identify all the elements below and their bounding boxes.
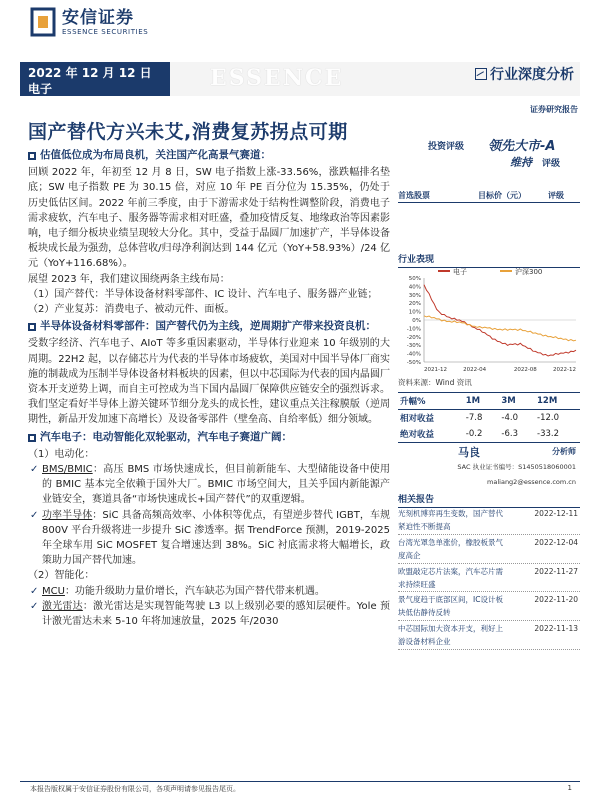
bullet-text: ：SiC 具备高频高效率、小体积等优点，有望逆步替代 IGBT，车规 800V 平台升级将进一步提升 SiC 渗透率。据 TrendForce 预测，2019-2025 年全球车用 SiC MOSFET 复合增速达到 38%。SiC 衬底需求将大幅增长，政策助力国产替代加速。 <box>42 509 390 567</box>
logo-english-name: ESSENCE SECURITIES <box>62 27 149 36</box>
table-header-row <box>398 393 580 410</box>
section-square-icon <box>28 323 36 331</box>
analyst-role: 分析师 <box>552 447 576 456</box>
checkmark-icon: ✓ <box>30 464 39 476</box>
bullet-item <box>30 599 390 629</box>
sub-heading: （1）电动化： <box>28 448 95 460</box>
bullet-item <box>30 508 390 569</box>
y-tick-label: 40% <box>408 284 421 291</box>
section-heading-valuation <box>28 148 390 163</box>
section-heading-auto <box>28 430 390 445</box>
table-header-cell: 升幅% <box>398 393 464 410</box>
row-label: 相对收益 <box>400 414 435 424</box>
y-tick-label: -20% <box>406 334 421 341</box>
series-line <box>424 316 576 341</box>
footer-divider <box>20 781 580 782</box>
table-header-cell: 1M <box>464 393 500 410</box>
table-cell: -12.0 <box>537 413 560 423</box>
x-tick-label: 2022-04 <box>463 367 487 373</box>
table-row <box>398 410 580 427</box>
related-report-title[interactable]: 欧盟敲定芯片法案，汽车芯片需求持续旺盛 <box>398 566 503 589</box>
bullet-text: ：激光雷达是实现智能驾驶 L3 以上级别必要的感知层硬件。Yole 预计激光雷达未来 5-10 年将加速放量，2025 年/2030 <box>42 600 390 628</box>
report-type-label: 行业深度分析 <box>490 67 574 83</box>
related-report-date: 2022-12-04 <box>534 537 578 547</box>
paragraph: 受数字经济、汽车电子、AIoT 等多重因素驱动，半导体行业迎来 10 年级别的大周期。22H2 起，以存储芯片为代表的半导体市场疲软，美国对中国半导体厂商实施的制裁成为压制半导体设备材料板块的因素，但以中芯国际为代表的国内晶圆厂资本开支逆势上调，而自主可控成为当下国内晶圆厂保障供应链安全的强烈诉求。我们坚定看好半导体上游关键环节细分龙头的成长性，建议重点关注稼膜版（逆周期性，新品开发加速下高增长）及设备零部件（壁垒高、自给率低）细分领域。 <box>28 338 390 426</box>
rating-change: 维持 <box>510 156 532 169</box>
report-type <box>475 64 574 84</box>
series-line <box>424 285 576 356</box>
related-report-item[interactable] <box>398 564 580 593</box>
section-heading-text: 估值低位成为布局良机，关注国产化高景气赛道： <box>40 149 271 161</box>
table-cell: -7.8 <box>465 413 483 423</box>
checkmark-icon: ✓ <box>30 509 39 521</box>
related-report-title[interactable]: 景气度趋于底部区间，IC设计板块低估静待反转 <box>398 595 503 618</box>
section-heading-text: 半导体设备材料零部件：国产替代仍为主线，逆周期扩产带来投资良机： <box>40 320 376 333</box>
related-report-item[interactable] <box>398 535 580 564</box>
section-square-icon <box>28 152 36 160</box>
y-tick-label: -50% <box>406 360 421 366</box>
bullet-keyword: 激光雷达 <box>42 600 83 612</box>
related-reports-list <box>398 506 580 650</box>
performance-chart-svg <box>398 266 580 374</box>
paragraph: 展望 2023 年，我们建议围绕两条主线布局： <box>28 273 230 285</box>
trend-chart-icon <box>475 68 487 80</box>
legend-label: 电子 <box>453 268 467 276</box>
related-report-date: 2022-11-13 <box>534 624 578 634</box>
related-report-date: 2022-11-20 <box>534 595 578 605</box>
y-tick-label: 20% <box>408 301 421 308</box>
section-square-icon <box>28 434 36 442</box>
report-date: 2022 年 12 月 12 日 <box>28 66 152 80</box>
rating-change-suffix: 评级 <box>542 159 561 169</box>
y-tick-label: 50% <box>408 276 421 282</box>
y-tick-label: -40% <box>406 351 421 358</box>
y-tick-label: -10% <box>406 326 421 333</box>
analyst-name: 马良 <box>458 446 480 459</box>
page-title: 国产替代方兴未艾,消费复苏拐点可期 <box>28 121 348 143</box>
y-tick-label: -30% <box>406 343 421 350</box>
table-cell: -0.2 <box>464 426 500 443</box>
x-tick-label: 2021-12 <box>424 367 447 373</box>
table-cell: -33.2 <box>535 426 580 443</box>
section-heading-semi <box>28 319 390 334</box>
rating-box <box>398 134 580 178</box>
stock-col-name: 首选股票 <box>398 191 430 200</box>
table-cell: -6.3 <box>499 426 535 443</box>
logo-chinese-name: 安信证券 <box>62 7 134 28</box>
chart-source: 资料来源：Wind 资讯 <box>398 378 472 387</box>
legend-label: 沪深300 <box>515 268 543 276</box>
related-report-title[interactable]: 台湾光罩急单涨价，橡胶板景气度高企 <box>398 537 503 560</box>
row-label: 绝对收益 <box>398 426 464 443</box>
x-tick-label: 2022-12 <box>553 367 576 373</box>
bullet-keyword: BMS/BMIC <box>42 464 93 476</box>
y-tick-label: 30% <box>408 292 421 299</box>
related-report-item[interactable] <box>398 592 580 621</box>
x-tick-label: 2022-08 <box>513 367 537 373</box>
banner-left-block <box>20 62 170 96</box>
checkmark-icon: ✓ <box>30 585 39 597</box>
banner-watermark: ESSENCE <box>210 65 344 91</box>
bullet-item <box>30 584 390 599</box>
stock-col-target: 目标价（元） <box>478 191 526 200</box>
bullet-keyword: 功率半导体 <box>42 509 93 521</box>
bullet-text: ：高压 BMS 市场快速成长，但目前新能车、大型储能设备中使用的 BMIC 基本完全依赖于国外大厂。BMIC 市场空间大，且关乎国内新能源产业链安全，赛道具备“市场快速成长+国产替代”的双重逻辑。 <box>42 464 390 506</box>
stock-col-rating: 评级 <box>548 191 564 200</box>
analyst-email[interactable]: maliang2@essence.com.cn <box>487 478 576 486</box>
related-report-item[interactable] <box>398 506 580 535</box>
y-tick-label: 0% <box>412 318 421 324</box>
table-header-cell: 3M <box>499 393 535 410</box>
page-number: 1 <box>567 784 572 792</box>
rating-label: 投资评级 <box>428 142 465 152</box>
report-sector: 电子 <box>28 82 53 96</box>
related-report-title[interactable]: 中芯国际加大资本开支，利好上游设备材料企业 <box>398 624 503 647</box>
performance-table <box>398 392 580 443</box>
related-report-item[interactable] <box>398 621 580 650</box>
sub-heading: （2）智能化： <box>28 570 95 582</box>
logo-mark-icon <box>30 7 56 37</box>
paragraph: 回顾 2022 年，年初至 12 月 8 日，SW 电子指数上涨-33.56%，涨跌幅排名垫底；SW 电子指数 PE 为 30.15 倍，对应 10 年 PE 百分位为 15.35%，仍处于历史低估区间。2022 年前三季度，由于下游需求处于结构性调整阶段，消费电子需求疲软，汽车电子、服务器等需求相对旺盛，叠加疫情反复、地缘政治等因素影响，电子细分板块业绩呈现较大分化。其中，受益于晶圆厂加速扩产，半导体设备板块成长最为强劲，总体营收/归母净利润达到 144 亿元（YoY+58.93%）/24 亿元（YoY+116.68%）。 <box>28 167 390 270</box>
related-report-date: 2022-11-27 <box>534 566 578 576</box>
related-reports-title: 相关报告 <box>398 492 580 508</box>
report-kind: 证券研究报告 <box>530 105 578 114</box>
bullet-keyword: MCU <box>42 585 65 597</box>
performance-title: 行业表现 <box>398 252 580 268</box>
section-heading-text: 汽车电子：电动智能化双轮驱动，汽车电子赛道广阔： <box>40 430 292 443</box>
preferred-stock-header <box>398 190 580 203</box>
table-header-cell: 12M <box>535 393 580 410</box>
footer-disclaimer: 本报告版权属于安信证券股份有限公司，各项声明请参见报告尾页。 <box>30 785 240 793</box>
rating-value: 领先大市-A <box>488 139 556 154</box>
checkmark-icon: ✓ <box>30 600 39 612</box>
analyst-sac: SAC 执业证书编号：S1450518060001 <box>457 463 576 471</box>
bullet-item <box>30 462 390 508</box>
report-body <box>28 146 390 629</box>
performance-chart <box>398 266 580 374</box>
table-cell: -4.0 <box>501 413 518 423</box>
company-logo <box>30 4 148 40</box>
y-tick-label: 10% <box>408 309 421 316</box>
analyst-info <box>398 440 580 490</box>
related-report-date: 2022-12-11 <box>534 509 578 518</box>
bullet-text: ：功能升级助力量价增长，汽车缺芯为国产替代带来机遇。 <box>64 585 325 597</box>
list-item: （2）产业复苏：消费电子、被动元件、面板。 <box>28 304 235 316</box>
list-item: （1）国产替代：半导体设备材料零部件、IC 设计、汽车电子、服务器产业链； <box>28 288 378 300</box>
header-banner <box>20 62 580 96</box>
related-report-title[interactable]: 光刻机博弈再生变数，国产替代紧迫性不断提高 <box>398 509 503 531</box>
